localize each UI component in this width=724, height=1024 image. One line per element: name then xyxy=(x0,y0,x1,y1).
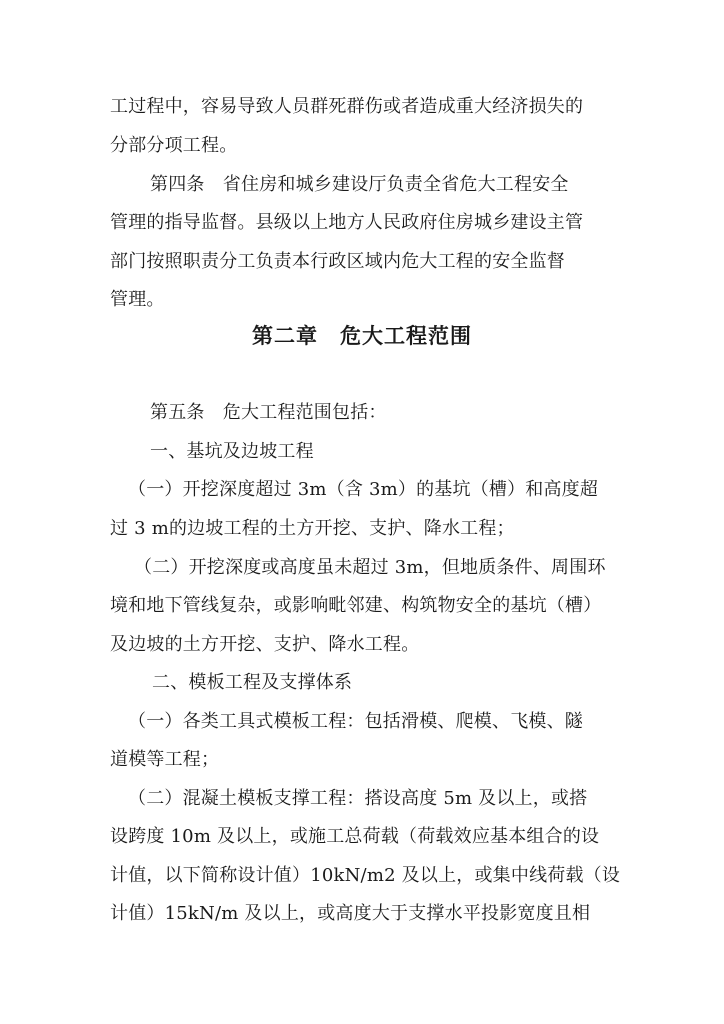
paragraph-line: （二）开挖深度或高度虽未超过 3m，但地质条件、周围环 xyxy=(134,557,606,578)
paragraph-line: 管理。 xyxy=(110,289,165,310)
paragraph-line: 及边坡的土方开挖、支护、降水工程。 xyxy=(110,634,420,655)
paragraph-line: （二）混凝土模板支撑工程：搭设高度 5m 及以上，或搭 xyxy=(128,788,588,809)
paragraph-line: （一）开挖深度超过 3m（含 3m）的基坑（槽）和高度超 xyxy=(128,479,599,500)
paragraph-line: 工过程中，容易导致人员群死群伤或者造成重大经济损失的 xyxy=(110,96,584,117)
paragraph-line: 境和地下管线复杂，或影响毗邻建、构筑物安全的基坑（槽） xyxy=(110,595,602,616)
paragraph-line: 计值）15kN/m 及以上，或高度大于支撑水平投影宽度且相 xyxy=(110,903,591,924)
paragraph-line: 计值，以下简称设计值）10kN/m2 及以上，或集中线荷载（设 xyxy=(110,865,621,886)
paragraph-line: 道模等工程； xyxy=(110,749,220,770)
paragraph-line: 分部分项工程。 xyxy=(110,135,238,156)
section-heading: 二、模板工程及支撑体系 xyxy=(152,672,353,693)
paragraph-line: 部门按照职责分工负责本行政区域内危大工程的安全监督 xyxy=(110,251,565,272)
paragraph-line: 管理的指导监督。县级以上地方人民政府住房城乡建设主管 xyxy=(110,212,584,233)
paragraph-line: 过 3 m的边坡工程的土方开挖、支护、降水工程； xyxy=(110,518,515,539)
article-5-line: 第五条 危大工程范围包括： xyxy=(150,402,387,423)
chapter-title: 第二章 危大工程范围 xyxy=(252,323,472,348)
paragraph-line: （一）各类工具式模板工程：包括滑模、爬模、飞模、隧 xyxy=(128,711,583,732)
section-heading: 一、基坑及边坡工程 xyxy=(150,441,314,462)
article-4-line: 第四条 省住房和城乡建设厅负责全省危大工程安全 xyxy=(150,174,569,195)
paragraph-line: 设跨度 10m 及以上，或施工总荷载（荷载效应基本组合的设 xyxy=(110,826,600,847)
